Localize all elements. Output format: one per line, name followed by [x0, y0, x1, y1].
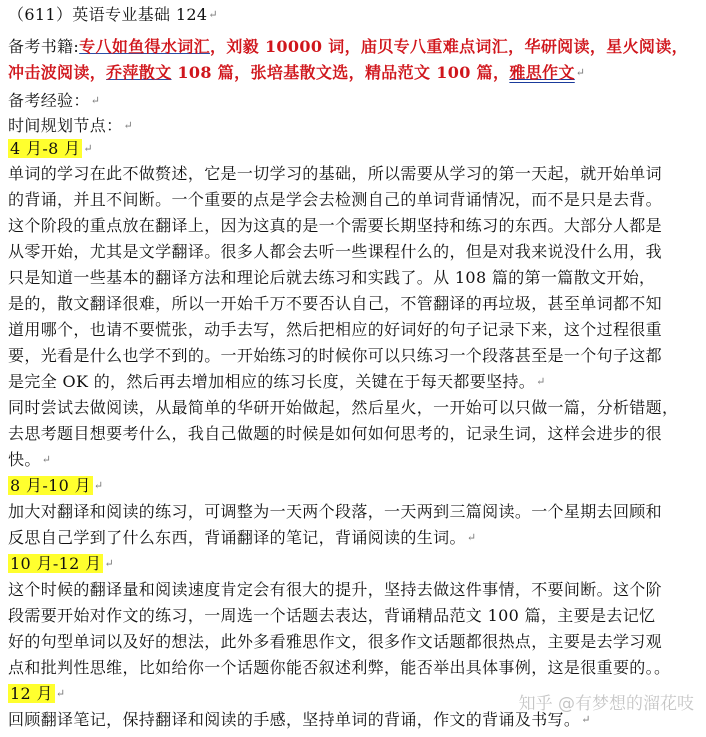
s3-text: 段需要开始对作文的练习，一周选一个话题去表达，背诵精品范文 100 篇，主要是去记忆: [8, 606, 656, 625]
books-label: 备考书籍:: [8, 37, 80, 56]
course-title-line: [8, 2, 700, 28]
s3-text: 这个时候的翻译量和阅读速度肯定会有很大的提升，坚持去做这件事情，不要间断。这个阶: [8, 580, 663, 599]
books-list-2c: 108 篇，张培基散文选，精品范文 100 篇，: [171, 63, 510, 82]
section-4-heading: 12 月: [10, 684, 53, 703]
timeline-label: 时间规划节点：: [8, 116, 123, 135]
s2-text: 加大对翻译和阅读的练习，可调整为一天两个段落，一天两到三篇阅读。一个星期去回顾和: [8, 502, 663, 521]
s1-text: 单词的学习在此不做赘述，它是一切学习的基础，所以需要从学习的第一天起，就开始单词: [8, 164, 663, 183]
course-title: （611）英语专业基础 124: [8, 5, 208, 24]
paragraph-mark-icon: ↵: [41, 453, 52, 466]
s4-text: 回顾翻译笔记，保持翻译和阅读的手感，坚持单词的背诵，作文的背诵及书写。: [8, 710, 581, 729]
s1-text-line: [8, 421, 700, 447]
paragraph-mark-icon: ↵: [83, 142, 93, 155]
book-underlined-3: 雅思作文: [509, 63, 575, 82]
s1-text: 快。: [8, 450, 41, 469]
paragraph-mark-icon: ↵: [581, 713, 591, 726]
s1-text: 只是知道一些基本的翻译方法和理论后就去练习和实践了。从 108 篇的第一篇散文开始，: [8, 268, 656, 287]
s3-text-line: [8, 629, 700, 655]
s3-text: 好的句型单词以及好的想法，此外多看雅思作文，很多作文话题都很热点，主要是去学习观: [8, 632, 663, 651]
s1-text-line: [8, 213, 700, 239]
books-list-1: ，刘毅 10000 词，庙贝专八重难点词汇，华研阅读，星火阅读，: [209, 37, 688, 56]
s1-text-line: [8, 291, 700, 317]
s1-text: 同时尝试去做阅读，从最简单的华研开始做起，然后星火，一开始可以只做一篇，分析错题，: [8, 398, 679, 417]
s3-text-line: [8, 655, 700, 681]
paragraph-mark-icon: ↵: [208, 8, 218, 21]
s1-text: 是完全 OK 的，然后再去增加相应的练习长度，关键在于每天都要坚持。: [8, 372, 536, 391]
paragraph-mark-icon: ↵: [90, 94, 101, 107]
s2-text-line: [8, 499, 700, 525]
experience-label: 备考经验：: [8, 91, 90, 110]
books-line-2: [8, 60, 700, 86]
s3-text: 点和批判性思维，比如给你一个话题你能否叙述利弊，能否举出具体事例，这是很重要的。。: [8, 658, 671, 677]
section-1-heading-line: [8, 136, 700, 162]
section-3-heading: 10 月-12 月: [10, 554, 102, 573]
s3-text-line: [8, 603, 700, 629]
paragraph-mark-icon: ↵: [575, 66, 586, 79]
paragraph-mark-icon: ↵: [55, 687, 66, 700]
experience-label-line: [8, 88, 700, 114]
s2-text-line: [8, 525, 700, 551]
paragraph-mark-icon: ↵: [93, 479, 104, 492]
s1-text: 的背诵，并且不间断。一个重要的点是学会去检测自己的单词背诵情况，而不是只是去背。: [8, 190, 663, 209]
books-list-2a: 冲击波阅读，: [8, 63, 107, 82]
section-3-heading-line: [8, 551, 700, 577]
s1-text-line: [8, 239, 700, 265]
s1-text: 是的，散文翻译很难，所以一开始千万不要否认自己，不管翻译的再垃圾，甚至单词都不知: [8, 294, 663, 313]
s2-text: 反思自己学到了什么东西，背诵翻译的笔记，背诵阅读的生词。: [8, 528, 466, 547]
books-line-1: [8, 34, 700, 60]
watermark: 知乎 @有梦想的溜花吱: [518, 694, 694, 714]
paragraph-mark-icon: ↵: [536, 375, 546, 388]
section-2-heading-line: [8, 473, 700, 499]
s1-text: 道用哪个，也请不要慌张，动手去写，然后把相应的好词好的句子记录下来，这个过程很重: [8, 320, 663, 339]
paragraph-mark-icon: ↵: [123, 119, 134, 132]
s1-text-line: [8, 317, 700, 343]
s1-text: 从零开始，尤其是文学翻译。很多人都会去听一些课程什么的，但是对我来说没什么用，我: [8, 242, 663, 261]
s1-text: 这个阶段的重点放在翻译上，因为这真的是一个需要长期坚持和练习的东西。大部分人都是: [8, 216, 663, 235]
s1-text-line: [8, 265, 700, 291]
s1-text: 去思考题目想要考什么，我自己做题的时候是如何如何思考的，记录生词，这样会进步的很: [8, 424, 663, 443]
book-underlined-2: 乔萍散文: [106, 63, 172, 82]
book-underlined-1: 专八如鱼得水词汇: [79, 37, 210, 56]
s1-text-line: [8, 447, 700, 473]
section-2-heading: 8 月-10 月: [10, 476, 91, 495]
s1-text-line: [8, 343, 700, 369]
s1-text-line: [8, 161, 700, 187]
s3-text-line: [8, 577, 700, 603]
paragraph-mark-icon: ↵: [466, 531, 477, 544]
s1-text: 要，光看是什么也学不到的。一开始练习的时候你可以只练习一个段落甚至是一个句子这都: [8, 346, 663, 365]
s1-text-line: [8, 395, 700, 421]
s1-text-line: [8, 369, 700, 395]
s1-text-line: [8, 187, 700, 213]
section-1-heading: 4 月-8 月: [10, 139, 81, 158]
paragraph-mark-icon: ↵: [104, 557, 115, 570]
